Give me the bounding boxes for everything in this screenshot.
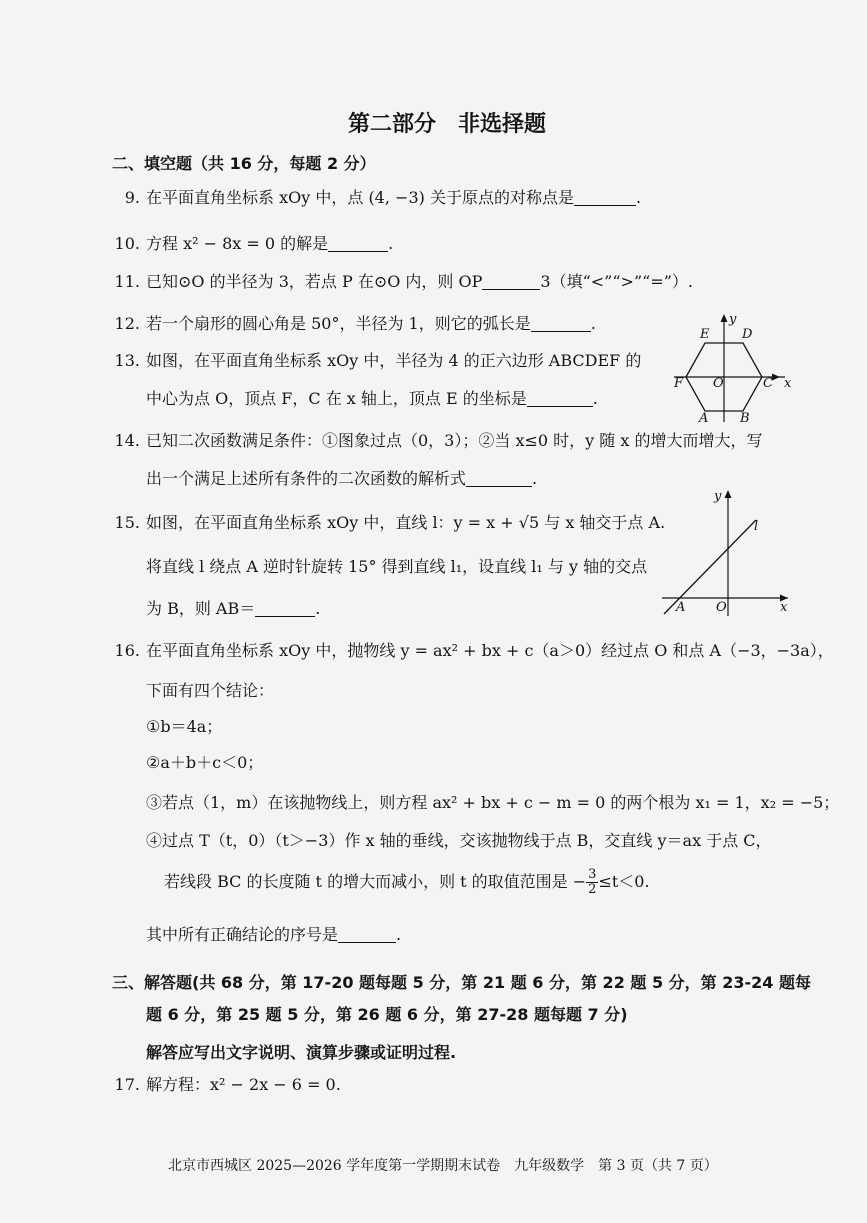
question-text: 已知⊙O 的半径为 3，若点 P 在⊙O 内，则 OP	[146, 272, 483, 291]
question-text: 出一个满足上述所有条件的二次函数的解析式	[146, 469, 467, 488]
question-tail: .	[396, 925, 402, 944]
label-y: y	[714, 489, 722, 504]
conclusion-4-line-1: ④过点 T（t，0）（t＞−3）作 x 轴的垂线，交该抛物线于点 B，交直线 y＝ax 于点 C，	[146, 831, 772, 850]
label-a: A	[699, 411, 709, 424]
question-number: 10.	[114, 234, 140, 253]
line-figure	[660, 488, 792, 618]
question-16-line-2: 下面有四个结论：	[146, 681, 275, 700]
page-footer: 北京市西城区 2025—2026 学年度第一学期期末试卷 九年级数学 第 3 页（共 7 页）	[168, 1158, 718, 1174]
label-x: x	[784, 376, 792, 391]
question-number: 14.	[114, 431, 140, 450]
label-a: A	[676, 600, 686, 615]
question-text: 其中所有正确结论的序号是	[146, 925, 339, 944]
question-number: 16.	[114, 641, 140, 660]
answer-blank[interactable]	[328, 235, 388, 252]
page-title: 第二部分 非选择题	[348, 112, 547, 137]
question-14-line-1	[112, 430, 762, 452]
conclusion-text: 若线段 BC 的长度随 t 的增大而减小，则 t 的取值范围是 −	[164, 872, 587, 891]
label-x: x	[780, 600, 788, 615]
label-l: l	[754, 519, 759, 534]
question-text: 如图，在平面直角坐标系 xOy 中，直线 l：y = x + √5 与 x 轴交于点 A.	[146, 513, 666, 532]
y-axis-arrow	[725, 490, 732, 498]
question-text: 如图，在平面直角坐标系 xOy 中，半径为 4 的正六边形 ABCDEF 的	[146, 351, 642, 370]
question-text: 将直线 l 绕点 A 逆时针旋转 15° 得到直线 l₁，设直线 l₁ 与 y 轴的交点	[146, 557, 648, 576]
conclusion-3: ③若点（1，m）在该抛物线上，则方程 ax² + bx + c − m = 0 的两个根为 x₁ = 1，x₂ = −5；	[146, 793, 840, 812]
answer-blank[interactable]	[255, 600, 315, 617]
fraction-denominator: 2	[588, 882, 597, 897]
conclusion-2: ②a＋b＋c＜0；	[146, 753, 264, 772]
question-text: 若一个扇形的圆心角是 50°，半径为 1，则它的弧长是	[146, 314, 531, 333]
question-12	[112, 313, 596, 335]
answer-blank[interactable]	[482, 273, 540, 290]
section-2-heading: 二、填空题（共 16 分，每题 2 分）	[112, 154, 376, 173]
section-3-heading-line-1: 三、解答题(共 68 分，第 17-20 题每题 5 分，第 21 题 6 分，第 22 题 5 分，第 23-24 题每	[112, 973, 811, 992]
question-text: 解方程：x² − 2x − 6 = 0.	[146, 1075, 341, 1094]
x-axis-arrow	[772, 374, 780, 381]
question-number: 15.	[114, 513, 140, 532]
question-13-line-1	[112, 350, 641, 372]
question-15-line-1	[112, 512, 665, 534]
question-17	[112, 1074, 341, 1096]
question-15-line-3	[146, 598, 320, 620]
y-axis-arrow	[721, 314, 728, 322]
question-text: 在平面直角坐标系 xOy 中，点 (4, −3) 关于原点的对称点是	[146, 188, 574, 207]
question-tail: .	[315, 599, 321, 618]
label-b: B	[740, 411, 750, 424]
answer-blank[interactable]	[338, 926, 396, 943]
question-text: 中心为点 O，顶点 F，C 在 x 轴上，顶点 E 的坐标是	[146, 389, 527, 408]
question-tail: .	[388, 234, 394, 253]
question-number: 17.	[114, 1075, 140, 1094]
question-tail: .	[590, 314, 596, 333]
answer-blank[interactable]	[574, 189, 636, 206]
label-o: O	[716, 600, 727, 615]
question-tail: 3（填“<”“>”“=”）.	[540, 272, 693, 291]
answer-blank[interactable]	[531, 315, 591, 332]
question-text: 在平面直角坐标系 xOy 中，抛物线 y = ax² + bx + c（a＞0）经过点 O 和点 A（−3，−3a），	[146, 641, 834, 660]
conclusion-1: ①b＝4a；	[146, 717, 223, 736]
question-number: 13.	[114, 351, 140, 370]
question-15-line-2	[146, 556, 647, 578]
question-number: 11.	[114, 272, 140, 291]
conclusion-4-line-2	[164, 868, 650, 897]
question-16-line-1	[112, 640, 834, 662]
question-tail: .	[592, 389, 598, 408]
label-e: E	[700, 327, 710, 342]
question-9	[112, 187, 641, 209]
question-tail: .	[635, 188, 642, 207]
label-c: C	[763, 376, 773, 391]
question-text: 方程 x² − 8x = 0 的解是	[146, 234, 329, 253]
answer-blank[interactable]	[527, 390, 593, 407]
question-13-line-2	[146, 388, 598, 410]
section-3-instruction: 解答应写出文字说明、演算步骤或证明过程.	[146, 1043, 457, 1062]
answer-blank[interactable]	[466, 470, 532, 487]
fraction-numerator: 3	[588, 867, 597, 882]
question-16-ask	[146, 924, 401, 946]
question-10	[112, 233, 393, 255]
conclusion-text: ≤t＜0.	[598, 872, 650, 891]
question-text: 已知二次函数满足条件：①图象过点（0，3）；②当 x≤0 时，y 随 x 的增大而增大，写	[146, 431, 763, 450]
question-number: 12.	[114, 314, 140, 333]
label-o: O	[713, 376, 724, 391]
question-tail: .	[532, 469, 538, 488]
question-number: 9.	[124, 188, 140, 207]
section-3-heading-line-2: 题 6 分，第 25 题 5 分，第 26 题 6 分，第 27-28 题每题 7 分)	[146, 1005, 628, 1024]
hexagon-figure	[668, 312, 792, 424]
fraction	[586, 868, 598, 897]
label-y: y	[729, 312, 737, 327]
question-text: 为 B，则 AB＝	[146, 599, 256, 618]
label-f: F	[674, 376, 684, 391]
label-d: D	[742, 327, 753, 342]
question-14-line-2	[146, 468, 537, 490]
question-11	[112, 271, 693, 293]
